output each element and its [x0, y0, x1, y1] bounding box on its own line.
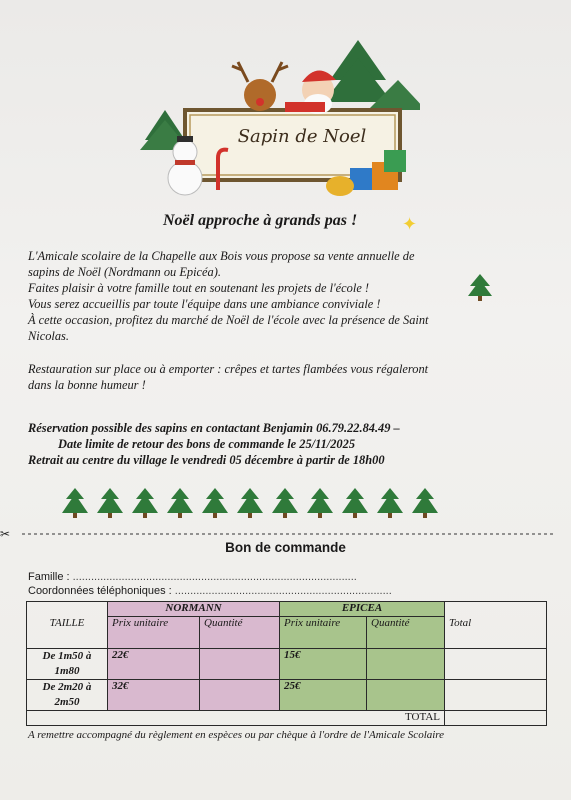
banner-title: Sapin de Noel: [237, 126, 367, 147]
intro-line-3: Faites plaisir à votre famille tout en soutenant les projets de l'école !: [28, 281, 370, 295]
row-total-cell[interactable]: [445, 680, 547, 711]
intro-line-6: Nicolas.: [28, 329, 69, 343]
epicea-header: EPICEA: [280, 602, 445, 617]
intro-line-4: Vous serez accueillis par toute l'équipe dans une ambiance conviviale !: [28, 297, 381, 311]
headline: Noël approche à grands pas !: [163, 212, 358, 229]
deadline-line: Date limite de retour des bons de commande le 25/11/2025: [58, 437, 356, 451]
epicea-qty-input[interactable]: [367, 649, 445, 680]
tree-icon: [132, 488, 158, 518]
order-table: [26, 601, 547, 726]
food-line-2: dans la bonne humeur !: [28, 378, 146, 392]
tree-icon: [342, 488, 368, 518]
tree-icon: [167, 488, 193, 518]
phone-field[interactable]: Coordonnées téléphoniques : .......................................................................: [28, 585, 392, 597]
normann-price-cell: 22€: [108, 649, 200, 680]
tree-icon: [412, 488, 438, 518]
tree-icon: [202, 488, 228, 518]
epicea-price-cell: 25€: [280, 680, 367, 711]
size-cell: De 1m50 à 1m80: [27, 649, 108, 680]
table-row: [27, 649, 547, 680]
tree-icon: [307, 488, 333, 518]
payment-footnote: A remettre accompagné du règlement en espèces ou par chèque à l'ordre de l'Amicale Scolaire: [28, 729, 445, 741]
tree-icon: [97, 488, 123, 518]
tree-icon: [237, 488, 263, 518]
christmas-banner-illustration: [140, 40, 420, 210]
famille-label: Famille :: [28, 571, 70, 583]
intro-line-5: À cette occasion, profitez du marché de Noël de l'école avec la présence de Saint: [28, 313, 429, 327]
phone-label: Coordonnées téléphoniques :: [28, 585, 172, 597]
table-row: [27, 680, 547, 711]
scissors-icon: ✂: [0, 528, 11, 540]
sparkle-icon: ✦: [402, 214, 418, 234]
tree-row-decoration: [58, 486, 442, 520]
normann-qty-input[interactable]: [200, 649, 280, 680]
grand-total-cell[interactable]: [445, 711, 547, 726]
epicea-price-header: Prix unitaire: [280, 617, 367, 649]
tree-icon: [377, 488, 403, 518]
famille-field[interactable]: Famille : .............................................................................................: [28, 571, 357, 583]
total-row: [27, 711, 547, 726]
pickup-line: Retrait au centre du village le vendredi 05 décembre à partir de 18h00: [28, 453, 385, 467]
normann-qty-header: Quantité: [200, 617, 280, 649]
normann-qty-input[interactable]: [200, 680, 280, 711]
epicea-qty-header: Quantité: [367, 617, 445, 649]
taille-header: TAILLE: [27, 617, 108, 649]
order-form-title: Bon de commande: [225, 540, 346, 555]
size-cell: De 2m20 à 2m50: [27, 680, 108, 711]
scissors-cut-line: [0, 528, 571, 540]
intro-line-2: sapins de Noël (Nordmann ou Epicéa).: [28, 265, 221, 279]
normann-header: NORMANN: [108, 602, 280, 617]
tree-icon: [272, 488, 298, 518]
intro-line-1: L'Amicale scolaire de la Chapelle aux Bois vous propose sa vente annuelle de: [28, 249, 415, 263]
food-line-1: Restauration sur place ou à emporter : crêpes et tartes flambées vous régaleront: [28, 362, 429, 376]
normann-price-header: Prix unitaire: [108, 617, 200, 649]
total-header: Total: [445, 617, 547, 649]
epicea-price-cell: 15€: [280, 649, 367, 680]
table-header-row: [27, 602, 547, 617]
reservation-line: Réservation possible des sapins en contactant Benjamin 06.79.22.84.49 –: [28, 421, 400, 435]
normann-price-cell: 32€: [108, 680, 200, 711]
total-label: TOTAL: [27, 711, 445, 726]
row-total-cell[interactable]: [445, 649, 547, 680]
epicea-qty-input[interactable]: [367, 680, 445, 711]
tree-icon: [62, 488, 88, 518]
table-subheader-row: [27, 617, 547, 649]
tree-icon: [466, 272, 494, 302]
